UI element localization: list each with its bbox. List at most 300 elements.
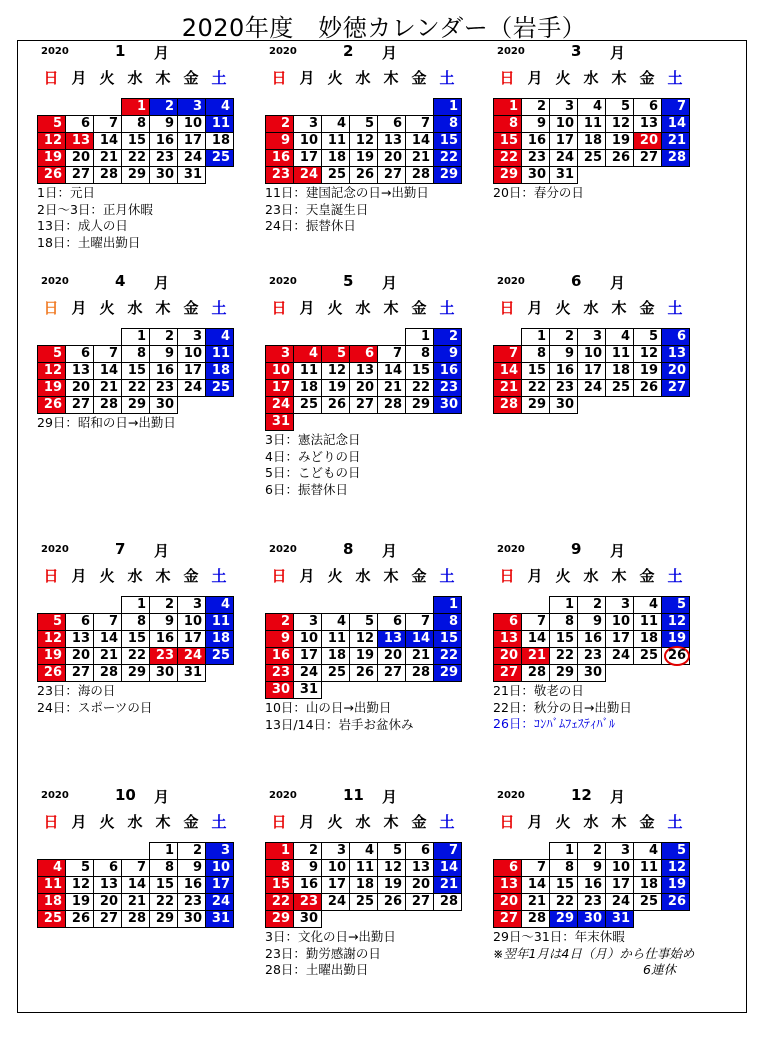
day-cell: 15 bbox=[522, 363, 550, 380]
empty-cell bbox=[522, 597, 550, 614]
empty-cell bbox=[494, 597, 522, 614]
day-cell: 31 bbox=[294, 682, 322, 699]
empty-cell bbox=[406, 99, 434, 116]
day-cell: 8 bbox=[122, 346, 150, 363]
day-cell: 26 bbox=[322, 397, 350, 414]
page-title: 2020年度 妙徳カレンダー（岩手） bbox=[181, 14, 587, 42]
calendar-week bbox=[266, 133, 462, 150]
day-cell: 22 bbox=[122, 150, 150, 167]
weekday-label: 水 bbox=[583, 567, 599, 585]
calendar-week bbox=[38, 380, 234, 397]
day-cell: 24 bbox=[178, 648, 206, 665]
day-cell: 3 bbox=[266, 346, 294, 363]
holiday-note: 18日：土曜出勤日 bbox=[37, 234, 141, 250]
day-cell: 15 bbox=[122, 133, 150, 150]
day-cell: 29 bbox=[122, 167, 150, 184]
day-cell: 27 bbox=[350, 397, 378, 414]
month-year: 2020 bbox=[269, 276, 297, 287]
day-cell: 15 bbox=[150, 877, 178, 894]
day-cell: 14 bbox=[522, 631, 550, 648]
holiday-note: 6日：振替休日 bbox=[265, 481, 348, 497]
empty-cell bbox=[322, 329, 350, 346]
day-cell: 30 bbox=[150, 167, 178, 184]
calendar-week bbox=[38, 614, 234, 631]
day-cell: 6 bbox=[406, 843, 434, 860]
empty-cell bbox=[350, 414, 378, 431]
day-cell: 22 bbox=[122, 380, 150, 397]
empty-cell bbox=[122, 843, 150, 860]
day-cell: 31 bbox=[206, 911, 234, 928]
month-label: 月 bbox=[382, 788, 398, 806]
holiday-note: 13日/14日：岩手お盆休み bbox=[265, 716, 414, 732]
weekday-label: 月 bbox=[71, 567, 87, 585]
weekday-label: 木 bbox=[611, 69, 627, 87]
empty-cell bbox=[66, 597, 94, 614]
calendar-week bbox=[38, 346, 234, 363]
day-cell: 27 bbox=[66, 397, 94, 414]
day-cell: 18 bbox=[606, 363, 634, 380]
day-cell: 18 bbox=[206, 133, 234, 150]
empty-cell bbox=[606, 665, 634, 682]
calendar-week bbox=[494, 397, 690, 414]
weekday-label: 日 bbox=[271, 813, 287, 831]
day-cell: 27 bbox=[634, 150, 662, 167]
calendar-week bbox=[494, 167, 690, 184]
day-cell: 29 bbox=[406, 397, 434, 414]
day-cell: 16 bbox=[150, 133, 178, 150]
weekday-label: 日 bbox=[43, 813, 59, 831]
day-cell: 6 bbox=[494, 860, 522, 877]
day-cell: 9 bbox=[150, 346, 178, 363]
calendar-week bbox=[494, 648, 690, 665]
day-cell: 28 bbox=[522, 911, 550, 928]
day-cell: 10 bbox=[606, 614, 634, 631]
day-cell: 11 bbox=[322, 133, 350, 150]
day-cell: 20 bbox=[494, 648, 522, 665]
day-cell: 20 bbox=[406, 877, 434, 894]
month-block bbox=[493, 786, 694, 979]
month-year: 2020 bbox=[269, 46, 297, 57]
day-cell: 31 bbox=[266, 414, 294, 431]
calendar-week bbox=[266, 877, 462, 894]
day-cell: 4 bbox=[350, 843, 378, 860]
day-cell: 7 bbox=[494, 346, 522, 363]
weekday-header bbox=[493, 811, 694, 831]
day-cell: 3 bbox=[178, 597, 206, 614]
weekday-label: 土 bbox=[211, 69, 227, 87]
holiday-notes bbox=[265, 700, 462, 733]
weekday-label: 土 bbox=[667, 299, 683, 317]
empty-cell bbox=[38, 99, 66, 116]
day-cell: 25 bbox=[206, 380, 234, 397]
day-cell: 23 bbox=[150, 648, 178, 665]
weekday-label: 月 bbox=[299, 567, 315, 585]
month-label: 月 bbox=[382, 44, 398, 62]
calendar-grid bbox=[37, 98, 234, 184]
day-cell: 17 bbox=[294, 150, 322, 167]
day-cell: 7 bbox=[94, 346, 122, 363]
month-number: 9 bbox=[571, 540, 582, 558]
holiday-notes bbox=[37, 683, 234, 716]
month-year: 2020 bbox=[41, 46, 69, 57]
holiday-note: 10日：山の日→出勤日 bbox=[265, 700, 392, 715]
calendar-week bbox=[266, 99, 462, 116]
weekday-label: 木 bbox=[155, 69, 171, 87]
month-header bbox=[37, 540, 234, 560]
month-number: 8 bbox=[343, 540, 354, 558]
day-cell: 15 bbox=[434, 133, 462, 150]
calendar-week bbox=[494, 116, 690, 133]
weekday-header bbox=[265, 811, 462, 831]
day-cell: 20 bbox=[94, 894, 122, 911]
day-cell: 9 bbox=[266, 133, 294, 150]
empty-cell bbox=[434, 414, 462, 431]
day-cell: 5 bbox=[634, 329, 662, 346]
day-cell: 23 bbox=[150, 380, 178, 397]
calendar-week bbox=[266, 614, 462, 631]
calendar-week bbox=[266, 414, 462, 431]
day-cell: 13 bbox=[350, 363, 378, 380]
day-cell: 5 bbox=[662, 843, 690, 860]
weekday-header bbox=[493, 67, 690, 87]
day-cell: 16 bbox=[266, 150, 294, 167]
day-cell: 8 bbox=[406, 346, 434, 363]
month-number: 12 bbox=[571, 786, 592, 804]
day-cell: 29 bbox=[550, 665, 578, 682]
day-cell: 13 bbox=[634, 116, 662, 133]
day-cell: 25 bbox=[322, 665, 350, 682]
calendar-week bbox=[266, 860, 462, 877]
weekday-label: 木 bbox=[383, 813, 399, 831]
day-cell: 13 bbox=[378, 631, 406, 648]
weekday-label: 金 bbox=[639, 813, 655, 831]
weekday-label: 土 bbox=[667, 69, 683, 87]
weekday-label: 水 bbox=[583, 69, 599, 87]
day-cell bbox=[662, 648, 690, 665]
day-cell: 24 bbox=[578, 380, 606, 397]
month-label: 月 bbox=[610, 542, 626, 560]
day-cell: 20 bbox=[66, 150, 94, 167]
calendar-week bbox=[266, 346, 462, 363]
calendar-week bbox=[266, 843, 462, 860]
month-number: 1 bbox=[115, 42, 126, 60]
weekday-label: 水 bbox=[355, 567, 371, 585]
day-cell: 4 bbox=[606, 329, 634, 346]
empty-cell bbox=[406, 597, 434, 614]
empty-cell bbox=[350, 329, 378, 346]
empty-cell bbox=[634, 397, 662, 414]
month-number: 11 bbox=[343, 786, 364, 804]
day-cell: 7 bbox=[434, 843, 462, 860]
day-cell: 21 bbox=[406, 150, 434, 167]
day-cell: 30 bbox=[294, 911, 322, 928]
day-cell: 19 bbox=[662, 631, 690, 648]
day-cell: 1 bbox=[434, 99, 462, 116]
day-cell: 3 bbox=[206, 843, 234, 860]
day-cell: 3 bbox=[606, 843, 634, 860]
month-year: 2020 bbox=[269, 790, 297, 801]
day-cell: 16 bbox=[434, 363, 462, 380]
day-cell: 27 bbox=[94, 911, 122, 928]
day-cell: 22 bbox=[150, 894, 178, 911]
day-cell: 21 bbox=[94, 150, 122, 167]
day-cell: 7 bbox=[94, 116, 122, 133]
day-cell: 28 bbox=[494, 397, 522, 414]
day-cell: 28 bbox=[406, 167, 434, 184]
day-cell: 7 bbox=[522, 614, 550, 631]
day-cell: 23 bbox=[578, 894, 606, 911]
day-cell: 21 bbox=[662, 133, 690, 150]
month-number: 5 bbox=[343, 272, 354, 290]
day-cell: 5 bbox=[322, 346, 350, 363]
weekday-label: 火 bbox=[99, 69, 115, 87]
day-cell: 4 bbox=[634, 843, 662, 860]
day-cell: 5 bbox=[350, 614, 378, 631]
day-cell: 15 bbox=[122, 631, 150, 648]
empty-cell bbox=[206, 167, 234, 184]
empty-cell bbox=[494, 329, 522, 346]
empty-cell bbox=[634, 911, 662, 928]
day-cell: 18 bbox=[634, 631, 662, 648]
day-cell: 21 bbox=[522, 648, 550, 665]
day-cell: 25 bbox=[350, 894, 378, 911]
month-number: 3 bbox=[571, 42, 582, 60]
calendar-week bbox=[494, 99, 690, 116]
empty-cell bbox=[662, 397, 690, 414]
day-cell: 30 bbox=[434, 397, 462, 414]
weekday-label: 木 bbox=[611, 813, 627, 831]
weekday-label: 土 bbox=[211, 299, 227, 317]
month-header bbox=[493, 540, 690, 560]
day-cell: 11 bbox=[350, 860, 378, 877]
month-header bbox=[265, 272, 462, 292]
empty-cell bbox=[378, 597, 406, 614]
day-cell: 10 bbox=[178, 346, 206, 363]
holiday-note: 20日：春分の日 bbox=[493, 185, 584, 200]
day-cell: 20 bbox=[634, 133, 662, 150]
event-circle-marker: 26 bbox=[664, 646, 690, 666]
month-year: 2020 bbox=[497, 544, 525, 555]
day-cell: 28 bbox=[94, 397, 122, 414]
calendar-week bbox=[266, 631, 462, 648]
day-cell: 11 bbox=[322, 631, 350, 648]
day-cell: 30 bbox=[578, 911, 606, 928]
calendar-grid bbox=[265, 842, 462, 928]
holiday-notes bbox=[265, 929, 462, 979]
day-cell: 28 bbox=[378, 397, 406, 414]
day-cell: 24 bbox=[294, 167, 322, 184]
day-cell: 12 bbox=[662, 860, 690, 877]
day-cell: 1 bbox=[550, 843, 578, 860]
day-cell: 23 bbox=[550, 380, 578, 397]
day-cell: 19 bbox=[38, 150, 66, 167]
weekday-label: 金 bbox=[639, 69, 655, 87]
day-cell: 11 bbox=[206, 116, 234, 133]
calendar-grid bbox=[265, 328, 462, 431]
day-cell: 17 bbox=[178, 363, 206, 380]
weekday-label: 水 bbox=[355, 813, 371, 831]
day-cell: 2 bbox=[266, 614, 294, 631]
day-cell: 1 bbox=[406, 329, 434, 346]
empty-cell bbox=[522, 843, 550, 860]
empty-cell bbox=[406, 911, 434, 928]
day-cell: 10 bbox=[206, 860, 234, 877]
empty-cell bbox=[494, 843, 522, 860]
month-header bbox=[37, 42, 234, 62]
day-cell: 2 bbox=[434, 329, 462, 346]
day-cell: 20 bbox=[66, 380, 94, 397]
day-cell: 17 bbox=[578, 363, 606, 380]
day-cell: 11 bbox=[634, 860, 662, 877]
month-block bbox=[37, 540, 234, 716]
weekday-label: 火 bbox=[99, 813, 115, 831]
day-cell: 18 bbox=[350, 877, 378, 894]
month-label: 月 bbox=[154, 274, 170, 292]
day-cell: 17 bbox=[178, 133, 206, 150]
weekday-header bbox=[37, 67, 234, 87]
empty-cell bbox=[94, 843, 122, 860]
weekday-label: 金 bbox=[183, 69, 199, 87]
day-cell: 8 bbox=[434, 614, 462, 631]
day-cell: 12 bbox=[38, 363, 66, 380]
weekday-label: 金 bbox=[183, 299, 199, 317]
day-cell: 9 bbox=[522, 116, 550, 133]
month-label: 月 bbox=[154, 788, 170, 806]
day-cell: 8 bbox=[550, 614, 578, 631]
day-cell: 3 bbox=[550, 99, 578, 116]
calendar-week bbox=[494, 843, 690, 860]
day-cell: 5 bbox=[38, 346, 66, 363]
day-cell: 12 bbox=[38, 631, 66, 648]
empty-cell bbox=[322, 597, 350, 614]
calendar-week bbox=[38, 597, 234, 614]
day-cell: 14 bbox=[434, 860, 462, 877]
day-cell: 26 bbox=[606, 150, 634, 167]
month-year: 2020 bbox=[497, 790, 525, 801]
calendar-grid bbox=[37, 842, 234, 928]
day-cell: 3 bbox=[294, 116, 322, 133]
month-block bbox=[493, 272, 690, 415]
day-cell: 29 bbox=[122, 665, 150, 682]
month-label: 月 bbox=[382, 542, 398, 560]
day-cell: 12 bbox=[606, 116, 634, 133]
month-label: 月 bbox=[610, 788, 626, 806]
day-cell: 24 bbox=[550, 150, 578, 167]
weekday-label: 金 bbox=[411, 567, 427, 585]
empty-cell bbox=[94, 597, 122, 614]
day-cell: 18 bbox=[206, 631, 234, 648]
day-cell: 15 bbox=[550, 877, 578, 894]
calendar-week bbox=[494, 150, 690, 167]
calendar-week bbox=[266, 648, 462, 665]
calendar-grid bbox=[493, 596, 690, 682]
day-cell: 28 bbox=[122, 911, 150, 928]
weekday-label: 水 bbox=[127, 299, 143, 317]
day-cell: 31 bbox=[178, 665, 206, 682]
day-cell: 8 bbox=[550, 860, 578, 877]
empty-cell bbox=[66, 99, 94, 116]
calendar-week bbox=[494, 894, 690, 911]
day-cell: 13 bbox=[94, 877, 122, 894]
calendar-week bbox=[494, 911, 690, 928]
day-cell: 14 bbox=[406, 133, 434, 150]
day-cell: 14 bbox=[94, 133, 122, 150]
empty-cell bbox=[378, 329, 406, 346]
day-cell: 18 bbox=[322, 150, 350, 167]
calendar-week bbox=[494, 329, 690, 346]
day-cell: 12 bbox=[38, 133, 66, 150]
calendar-week bbox=[266, 329, 462, 346]
day-cell: 25 bbox=[578, 150, 606, 167]
day-cell: 10 bbox=[578, 346, 606, 363]
day-cell: 6 bbox=[94, 860, 122, 877]
day-cell: 11 bbox=[578, 116, 606, 133]
day-cell: 24 bbox=[206, 894, 234, 911]
weekday-label: 土 bbox=[439, 69, 455, 87]
day-cell: 20 bbox=[350, 380, 378, 397]
calendar-week bbox=[494, 380, 690, 397]
weekday-label: 火 bbox=[327, 813, 343, 831]
month-header bbox=[37, 786, 234, 806]
day-cell: 19 bbox=[350, 648, 378, 665]
empty-cell bbox=[350, 597, 378, 614]
day-cell: 21 bbox=[494, 380, 522, 397]
weekday-label: 月 bbox=[527, 299, 543, 317]
month-block bbox=[37, 786, 234, 929]
day-cell: 24 bbox=[178, 150, 206, 167]
day-cell: 13 bbox=[378, 133, 406, 150]
day-cell: 18 bbox=[322, 648, 350, 665]
day-cell: 26 bbox=[378, 894, 406, 911]
weekday-label: 日 bbox=[271, 567, 287, 585]
calendar-week bbox=[266, 682, 462, 699]
day-cell: 23 bbox=[522, 150, 550, 167]
calendar-week bbox=[494, 597, 690, 614]
month-label: 月 bbox=[154, 542, 170, 560]
day-cell: 21 bbox=[406, 648, 434, 665]
weekday-label: 火 bbox=[555, 813, 571, 831]
day-cell: 11 bbox=[206, 346, 234, 363]
day-cell: 19 bbox=[350, 150, 378, 167]
day-cell: 19 bbox=[606, 133, 634, 150]
day-cell: 20 bbox=[66, 648, 94, 665]
weekday-label: 日 bbox=[43, 299, 59, 317]
calendar-week bbox=[38, 167, 234, 184]
empty-cell bbox=[322, 414, 350, 431]
calendar-week bbox=[266, 894, 462, 911]
day-cell: 6 bbox=[66, 614, 94, 631]
day-cell: 14 bbox=[122, 877, 150, 894]
day-cell: 15 bbox=[494, 133, 522, 150]
day-cell: 15 bbox=[122, 363, 150, 380]
day-cell: 13 bbox=[66, 631, 94, 648]
day-cell: 22 bbox=[550, 894, 578, 911]
day-cell: 28 bbox=[434, 894, 462, 911]
day-cell: 23 bbox=[434, 380, 462, 397]
empty-cell bbox=[38, 843, 66, 860]
day-cell: 6 bbox=[378, 116, 406, 133]
day-cell: 25 bbox=[634, 648, 662, 665]
month-year: 2020 bbox=[41, 790, 69, 801]
calendar-grid bbox=[493, 98, 690, 184]
empty-cell bbox=[378, 414, 406, 431]
weekday-label: 土 bbox=[211, 813, 227, 831]
day-cell: 21 bbox=[122, 894, 150, 911]
month-year: 2020 bbox=[41, 276, 69, 287]
day-cell: 22 bbox=[122, 648, 150, 665]
month-block bbox=[493, 540, 690, 733]
weekday-label: 土 bbox=[211, 567, 227, 585]
